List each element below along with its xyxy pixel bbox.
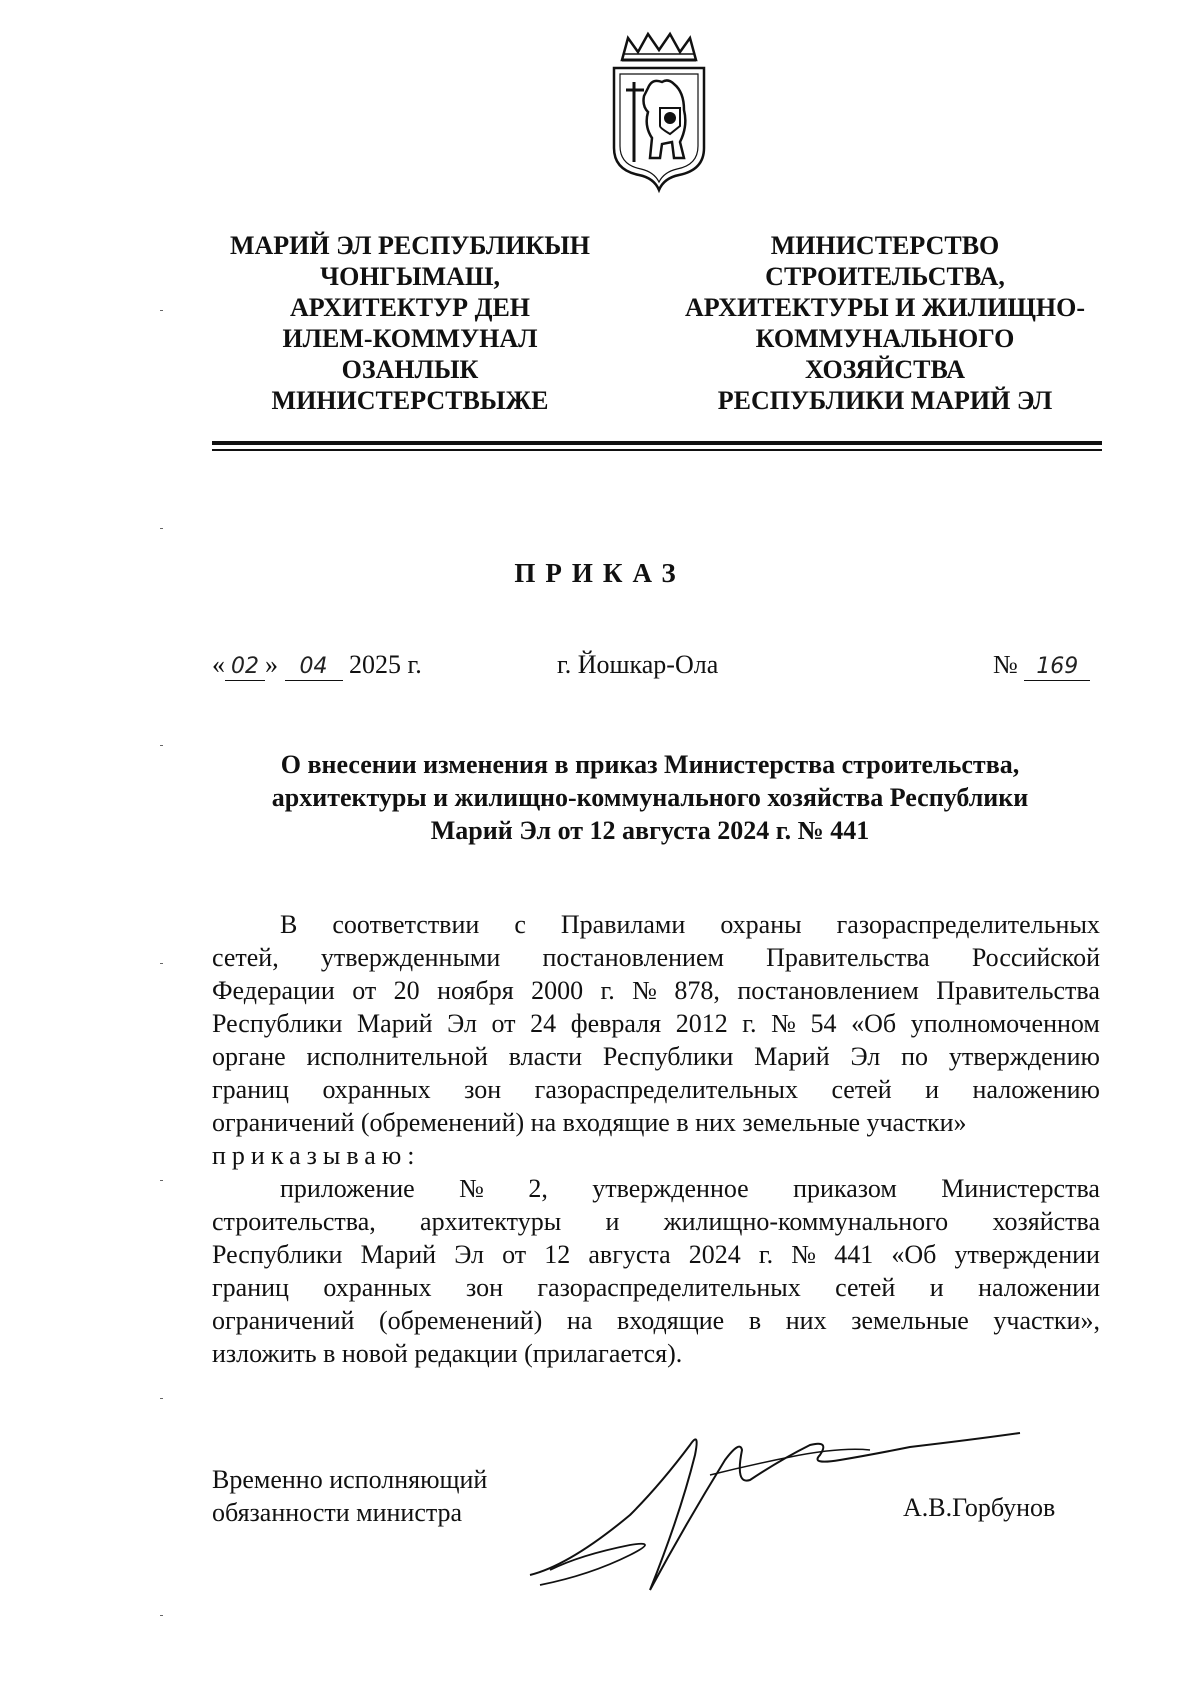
- coat-of-arms-icon: [604, 30, 714, 200]
- word: Марий: [357, 1009, 433, 1038]
- word: 2,: [528, 1174, 548, 1203]
- date-close-quote: »: [265, 650, 278, 679]
- word: 2024: [688, 1240, 741, 1269]
- document-type: ПРИКАЗ: [514, 558, 686, 588]
- text-line: [212, 1073, 1100, 1106]
- word: границ: [212, 1273, 289, 1302]
- word: хозяйства: [992, 1207, 1100, 1236]
- order-city: г. Йошкар-Ола: [557, 650, 719, 679]
- word: г.: [758, 1240, 774, 1269]
- word: утвержденное: [592, 1174, 749, 1203]
- word: и: [925, 1075, 940, 1104]
- word: №: [791, 1240, 817, 1269]
- word: и: [605, 1207, 620, 1236]
- number-value: 169: [1024, 654, 1090, 681]
- word: строительства,: [212, 1207, 376, 1236]
- word: по: [901, 1042, 929, 1071]
- word: власти: [508, 1042, 583, 1071]
- word: февраля: [570, 1009, 662, 1038]
- word: сетей: [835, 1273, 896, 1302]
- margin-mark: [160, 1180, 163, 1181]
- header-divider-thin: [212, 449, 1102, 451]
- date-year: 2025 г.: [349, 650, 422, 679]
- text-line: МИНИСТЕРСТВЫЖЕ: [271, 386, 549, 415]
- word: Республики: [212, 1009, 343, 1038]
- word: исполнительной: [306, 1042, 488, 1071]
- word: 24: [530, 1009, 557, 1038]
- word: приказом: [793, 1174, 897, 1203]
- header-left: [205, 230, 615, 416]
- word: зон: [464, 1075, 502, 1104]
- word: Правительства: [766, 943, 930, 972]
- text-line: ХОЗЯЙСТВА: [804, 355, 965, 384]
- text-line: архитектуры и жилищно-коммунального хозяйства Республики: [271, 783, 1029, 812]
- word: августа: [588, 1240, 671, 1269]
- word: земельные: [851, 1306, 969, 1335]
- word: 878,: [674, 976, 720, 1005]
- word: утверждении: [954, 1240, 1100, 1269]
- word: Эл: [454, 1240, 484, 1269]
- text-line: [212, 1172, 1100, 1205]
- text-line: ограничений (обременений) на входящие в них земельные участки»: [212, 1108, 967, 1137]
- margin-mark: [160, 1398, 163, 1399]
- text-line: О внесении изменения в приказ Министерства строительства,: [280, 750, 1020, 779]
- margin-mark: [160, 310, 163, 311]
- word: уполномоченном: [910, 1009, 1100, 1038]
- word: В: [280, 910, 298, 939]
- word: жилищно-коммунального: [663, 1207, 949, 1236]
- word: 20: [393, 976, 420, 1005]
- word: них: [785, 1306, 827, 1335]
- word: г.: [600, 976, 615, 1005]
- word: органе: [212, 1042, 286, 1071]
- margin-mark: [160, 1615, 163, 1616]
- word: от: [491, 1009, 516, 1038]
- margin-mark: [160, 963, 163, 964]
- word: Республики: [602, 1042, 734, 1071]
- word: участки»,: [993, 1306, 1100, 1335]
- text-line: ИЛЕМ-КОММУНАЛ: [282, 324, 538, 353]
- text-line: КОММУНАЛЬНОГО: [755, 324, 1015, 353]
- word: зон: [465, 1273, 504, 1302]
- order-date: [212, 650, 422, 681]
- word: постановлением: [737, 976, 919, 1005]
- text-line: Временно исполняющий: [212, 1465, 488, 1494]
- word: охранных: [323, 1273, 432, 1302]
- word: приложение: [280, 1174, 415, 1203]
- margin-mark: [160, 745, 163, 746]
- word: в: [748, 1306, 762, 1335]
- word: Марий: [360, 1240, 437, 1269]
- date-month: 04: [285, 654, 343, 681]
- text-line: [212, 1238, 1100, 1271]
- margin-mark: [160, 528, 163, 529]
- word: №: [632, 976, 657, 1005]
- text-line: [212, 941, 1100, 974]
- text-line: [212, 1304, 1100, 1337]
- word: №: [771, 1009, 796, 1038]
- word: 54: [810, 1009, 837, 1038]
- date-day: 02: [225, 654, 265, 681]
- word: Марий: [754, 1042, 830, 1071]
- word: Правилами: [560, 910, 686, 939]
- text-line: [212, 1271, 1100, 1304]
- word: ноября: [437, 976, 514, 1005]
- word: и: [929, 1273, 944, 1302]
- word: Республики: [212, 1240, 343, 1269]
- text-line: АРХИТЕКТУРЫ И ЖИЛИЩНО-: [684, 293, 1086, 322]
- text-line: Марий Эл от 12 августа 2024 г. № 441: [430, 816, 870, 845]
- word: постановлением: [542, 943, 724, 972]
- word: 2012: [675, 1009, 728, 1038]
- text-line: МАРИЙ ЭЛ РЕСПУБЛИКЫН: [229, 231, 591, 260]
- word: утвержденными: [320, 943, 501, 972]
- word: 2000: [531, 976, 584, 1005]
- word: Эл: [850, 1042, 881, 1071]
- order-title: [150, 748, 1150, 847]
- word: наложении: [978, 1273, 1100, 1302]
- word: сетей,: [212, 943, 279, 972]
- order-word: приказываю:: [212, 1141, 421, 1170]
- word: «Об: [891, 1240, 937, 1269]
- order-number: [993, 650, 1090, 681]
- header-divider-thick: [212, 441, 1102, 445]
- text-line: [212, 974, 1100, 1007]
- word: №: [459, 1174, 484, 1203]
- word: соответствии: [332, 910, 480, 939]
- word: газораспределительных: [836, 910, 1100, 939]
- order-word-block: [212, 1139, 1100, 1172]
- word: Эл: [447, 1009, 477, 1038]
- text-line: [212, 908, 1100, 941]
- signatory-role: [212, 1463, 487, 1529]
- number-label: №: [993, 650, 1018, 679]
- word: Российской: [971, 943, 1100, 972]
- text-line: [212, 1040, 1100, 1073]
- word: архитектуры: [420, 1207, 562, 1236]
- word: Правительства: [936, 976, 1100, 1005]
- text-line: ЧОНГЫМАШ,: [320, 262, 500, 291]
- paragraph-basis: [212, 908, 1100, 1139]
- word: охранных: [322, 1075, 431, 1104]
- text-line: [212, 1205, 1100, 1238]
- word: 441: [834, 1240, 874, 1269]
- text-line: СТРОИТЕЛЬСТВА,: [765, 262, 1005, 291]
- text-line: АРХИТЕКТУР ДЕН: [289, 293, 531, 322]
- signatory-name: А.В.Горбунов: [903, 1493, 1056, 1522]
- text-line: [212, 1007, 1100, 1040]
- word: от: [352, 976, 377, 1005]
- word: г.: [742, 1009, 757, 1038]
- word: охраны: [720, 910, 802, 939]
- text-line: изложить в новой редакции (прилагается).: [212, 1339, 683, 1368]
- text-line: РЕСПУБЛИКИ МАРИЙ ЭЛ: [717, 386, 1053, 415]
- date-open-quote: «: [212, 650, 225, 679]
- word: газораспределительных: [534, 1075, 798, 1104]
- text-line: обязанности министра: [212, 1498, 463, 1527]
- word: на: [566, 1306, 593, 1335]
- word: наложению: [972, 1075, 1100, 1104]
- word: от: [502, 1240, 527, 1269]
- word: Федерации: [212, 976, 335, 1005]
- word: Министерства: [941, 1174, 1100, 1203]
- word: ограничений: [212, 1306, 355, 1335]
- text-line: МИНИСТЕРСТВО: [770, 231, 1000, 260]
- word: сетей: [831, 1075, 892, 1104]
- word: утверждению: [948, 1042, 1100, 1071]
- word: входящие: [617, 1306, 725, 1335]
- word: (обременений): [379, 1306, 543, 1335]
- word: с: [514, 910, 526, 939]
- word: «Об: [851, 1009, 897, 1038]
- word: границ: [212, 1075, 289, 1104]
- header-right: [660, 230, 1110, 416]
- word: 12: [544, 1240, 571, 1269]
- text-line: ОЗАНЛЫК: [341, 355, 479, 384]
- word: газораспределительных: [537, 1273, 801, 1302]
- paragraph-order: [212, 1172, 1100, 1370]
